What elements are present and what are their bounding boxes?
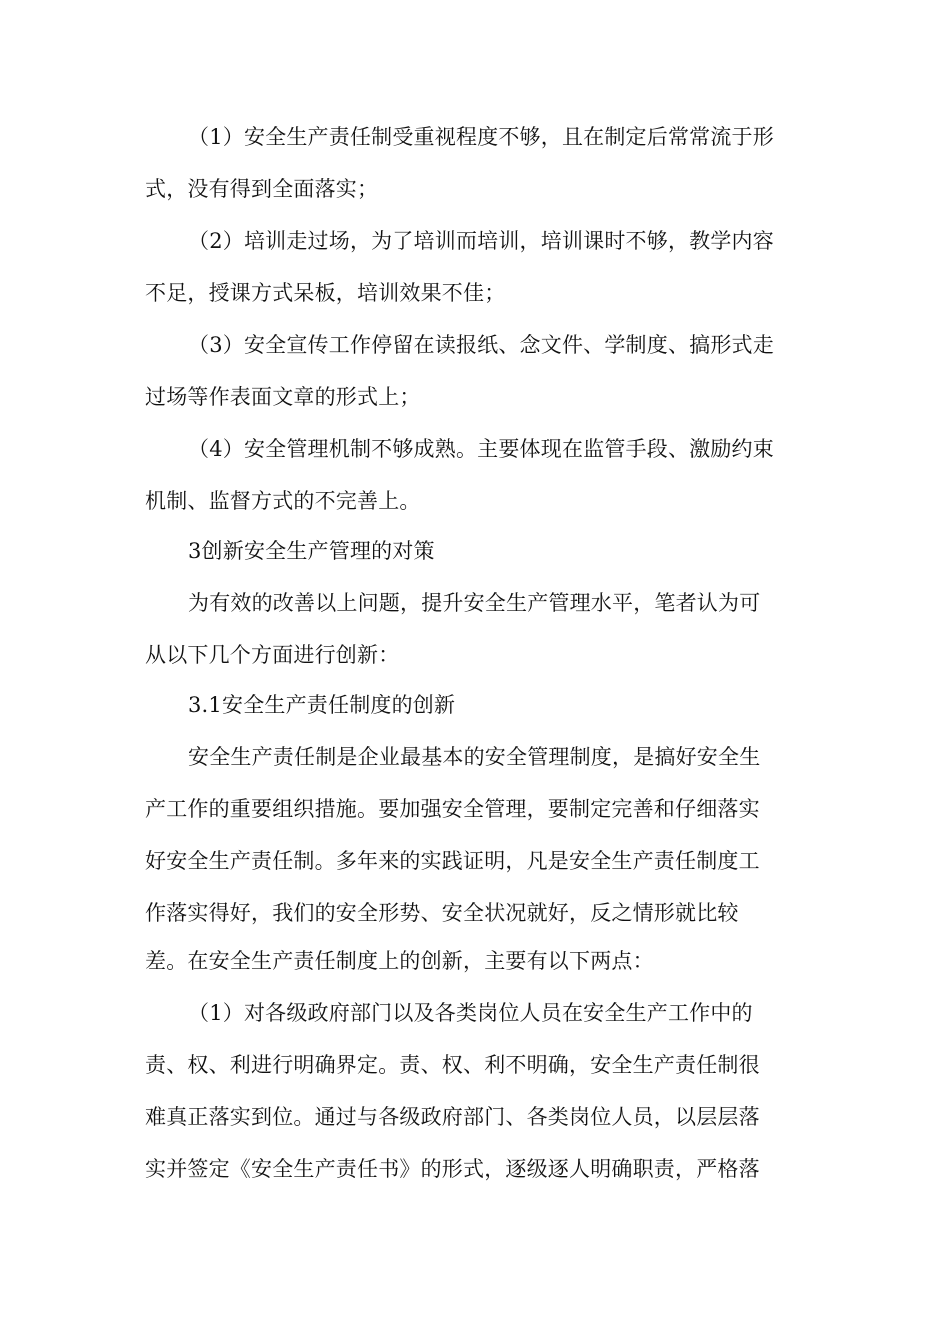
text-line: （1）对各级政府部门以及各类岗位人员在安全生产工作中的 bbox=[188, 1001, 753, 1025]
text-line: （2）培训走过场，为了培训而培训，培训课时不够，教学内容 bbox=[188, 229, 774, 253]
text-line: 不足，授课方式呆板，培训效果不佳； bbox=[145, 281, 506, 305]
text-line: 从以下几个方面进行创新： bbox=[145, 643, 400, 667]
subsection-heading: 3.1安全生产责任制度的创新 bbox=[188, 693, 456, 717]
text-line: 安全生产责任制是企业最基本的安全管理制度，是搞好安全生 bbox=[188, 745, 761, 769]
text-line: （3）安全宣传工作停留在读报纸、念文件、学制度、搞形式走 bbox=[188, 333, 774, 357]
text-line: 过场等作表面文章的形式上； bbox=[145, 385, 421, 409]
text-line: 作落实得好，我们的安全形势、安全状况就好，反之情形就比较 bbox=[145, 901, 739, 925]
text-line: 机制、监督方式的不完善上。 bbox=[145, 489, 421, 513]
text-line: 式，没有得到全面落实； bbox=[145, 177, 379, 201]
text-line: 产工作的重要组织措施。要加强安全管理，要制定完善和仔细落实 bbox=[145, 797, 760, 821]
text-line: （1）安全生产责任制受重视程度不够，且在制定后常常流于形 bbox=[188, 125, 774, 149]
text-line: 责、权、利进行明确界定。责、权、利不明确，安全生产责任制很 bbox=[145, 1053, 760, 1077]
text-line: 好安全生产责任制。多年来的实践证明，凡是安全生产责任制度工 bbox=[145, 849, 760, 873]
text-line: 实并签定《安全生产责任书》的形式，逐级逐人明确职责，严格落 bbox=[145, 1157, 760, 1181]
text-line: （4）安全管理机制不够成熟。主要体现在监管手段、激励约束 bbox=[188, 437, 774, 461]
text-line: 差。在安全生产责任制度上的创新，主要有以下两点： bbox=[145, 949, 654, 973]
section-heading: 3创新安全生产管理的对策 bbox=[188, 539, 435, 563]
text-line: 难真正落实到位。通过与各级政府部门、各类岗位人员，以层层落 bbox=[145, 1105, 760, 1129]
text-line: 为有效的改善以上问题，提升安全生产管理水平，笔者认为可 bbox=[188, 591, 761, 615]
